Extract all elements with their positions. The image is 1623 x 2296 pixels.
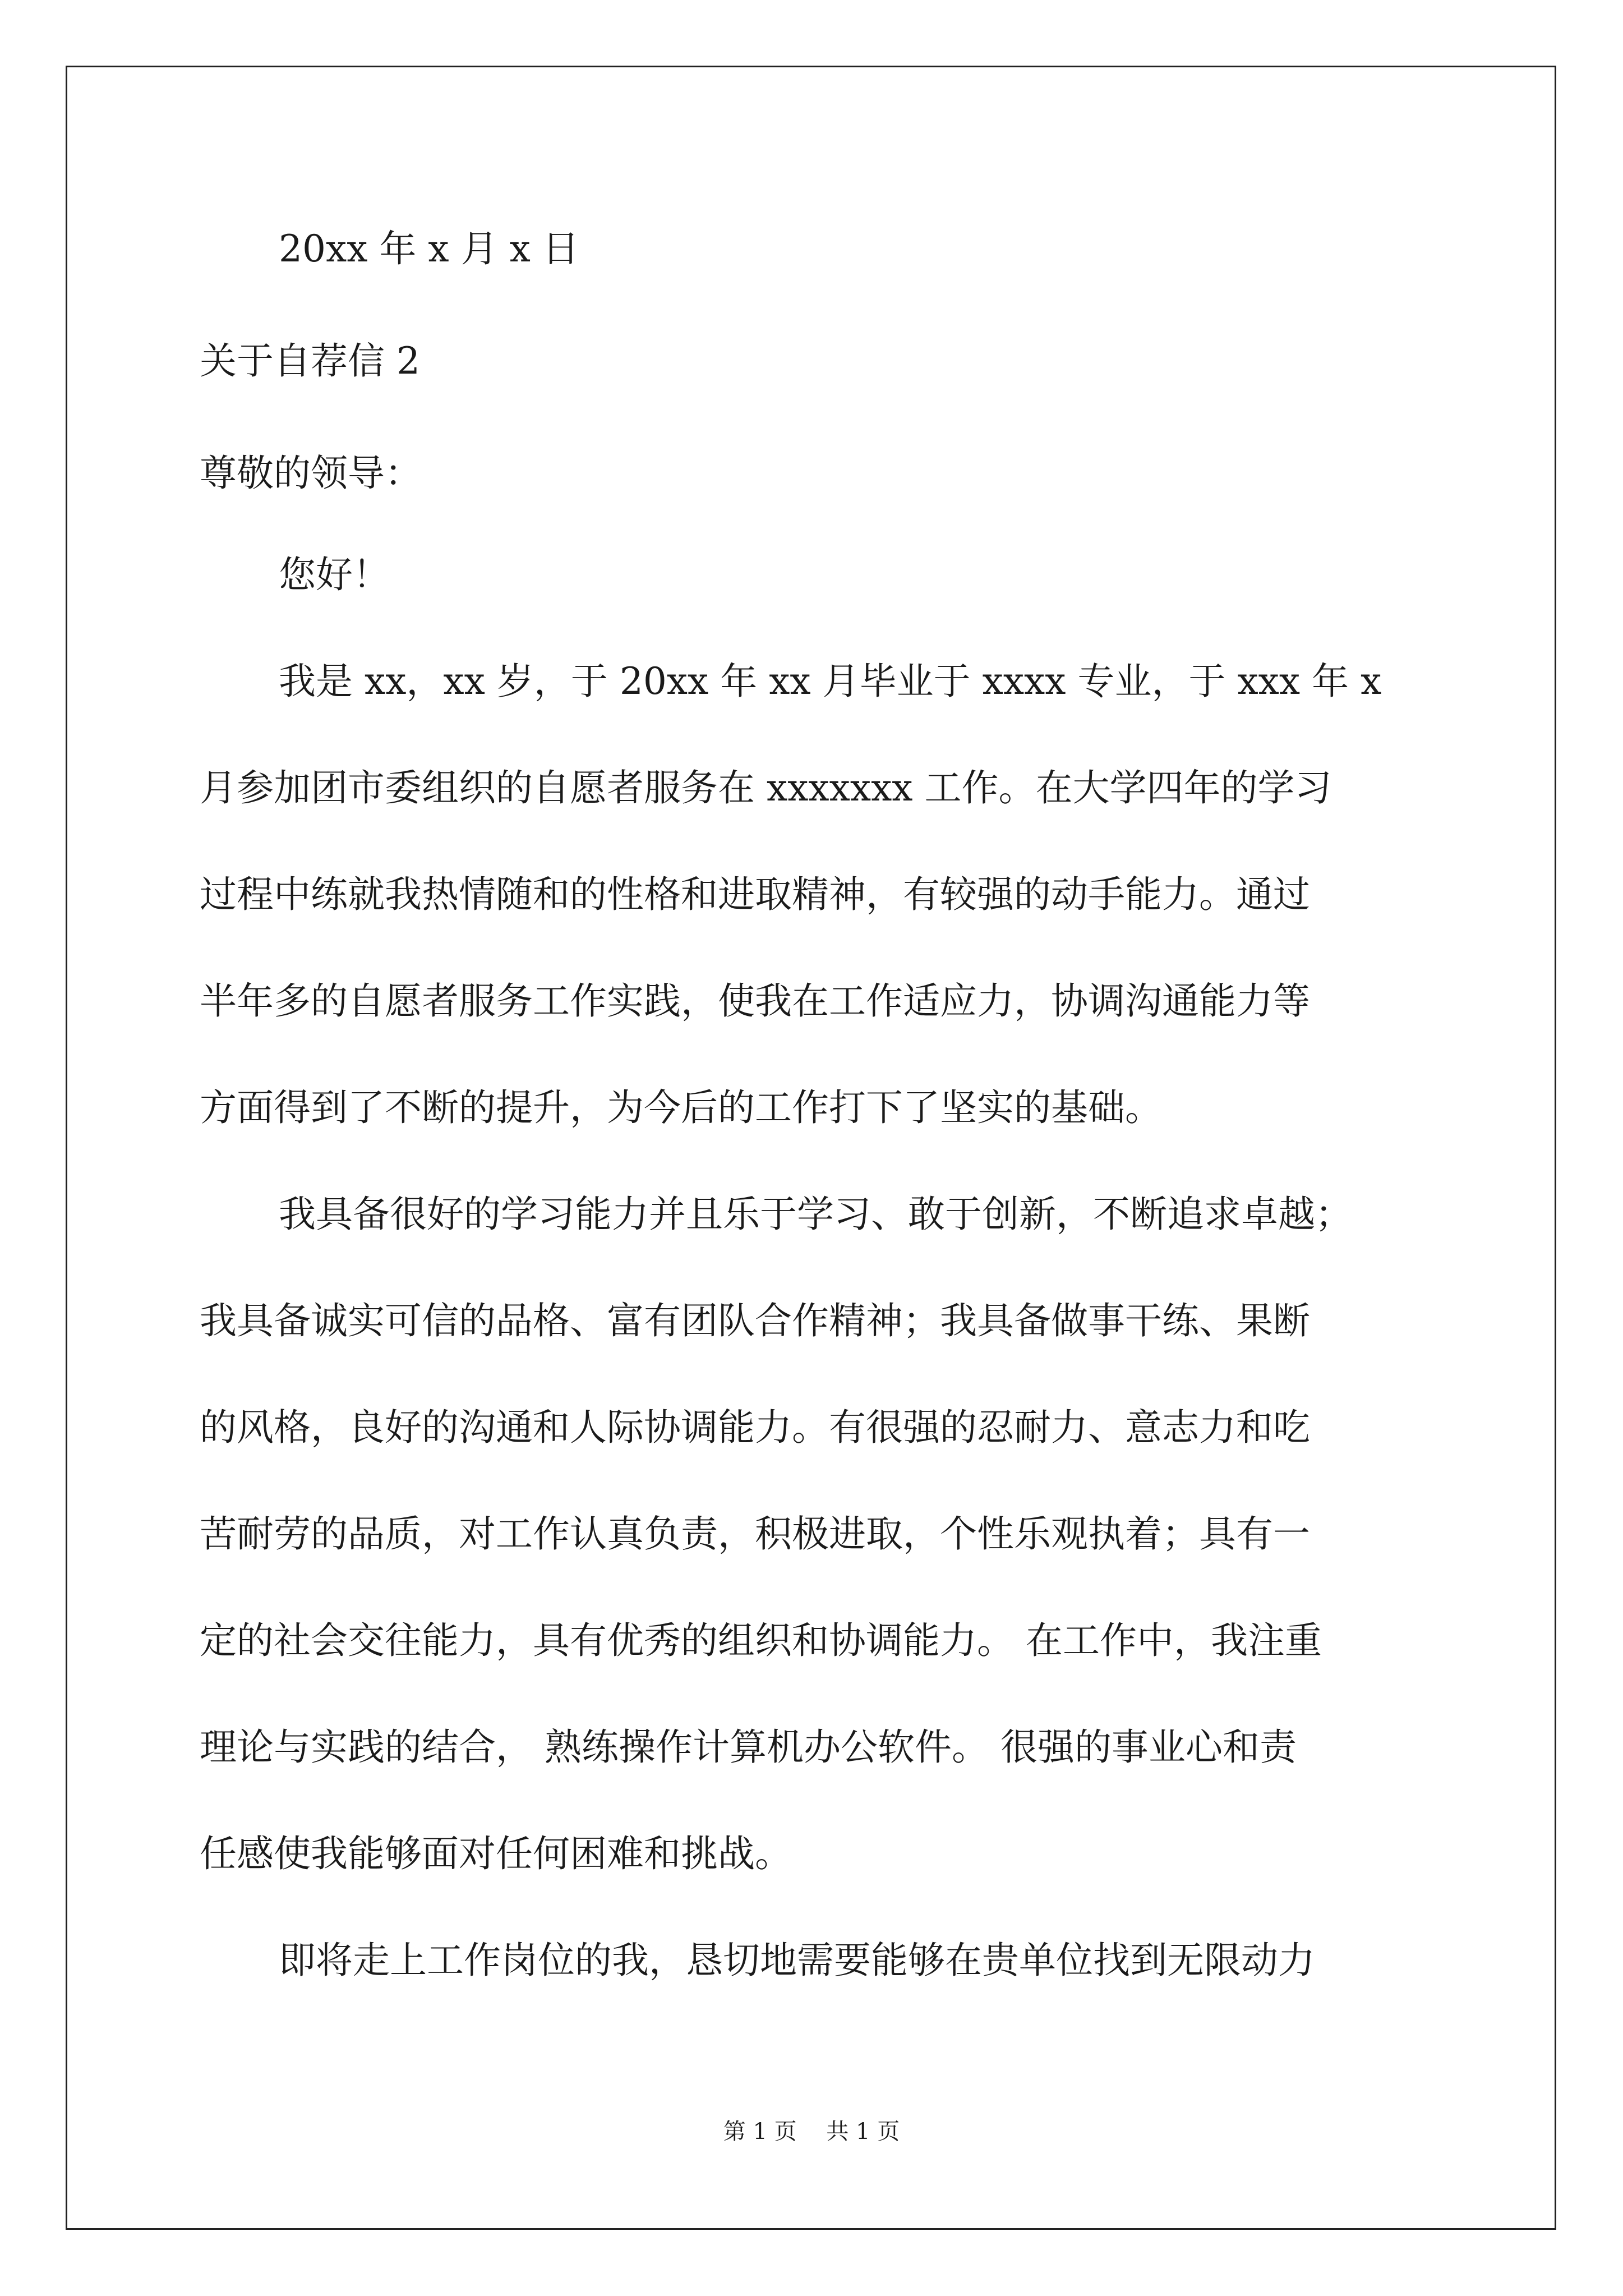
paragraph1-line: 我是 xx，xx 岁，于 20xx 年 xx 月毕业于 xxxx 专业，于 xxx 年 x [279, 660, 1382, 703]
paragraph2-line: 我具备很好的学习能力并且乐于学习、敢于创新，不断追求卓越； [279, 1193, 1352, 1236]
paragraph2-line: 任感使我能够面对任何困难和挑战。 [200, 1832, 792, 1875]
paragraph1-line: 半年多的自愿者服务工作实践，使我在工作适应力，协调沟通能力等 [200, 979, 1310, 1023]
paragraph2-line: 我具备诚实可信的品格、富有团队合作精神；我具备做事干练、果断 [200, 1299, 1310, 1342]
date-line: 20xx 年 x 月 x 日 [279, 227, 579, 270]
page-number-footer: 第 1 页 共 1 页 [723, 2119, 900, 2145]
paragraph1-line: 过程中练就我热情随和的性格和进取精神，有较强的动手能力。通过 [200, 873, 1310, 916]
paragraph1-line: 月参加团市委组织的自愿者服务在 xxxxxxx 工作。在大学四年的学习 [200, 766, 1332, 809]
paragraph2-line: 定的社会交往能力，具有优秀的组织和协调能力。 在工作中，我注重 [200, 1619, 1322, 1662]
paragraph2-line: 理论与实践的结合， 熟练操作计算机办公软件。 很强的事业心和责 [200, 1726, 1297, 1769]
paragraph1-line: 方面得到了不断的提升，为今后的工作打下了坚实的基础。 [200, 1086, 1162, 1129]
page-border [66, 66, 1556, 2230]
salutation: 尊敬的领导： [200, 452, 422, 495]
paragraph3-line: 即将走上工作岗位的我，恳切地需要能够在贵单位找到无限动力 [279, 1939, 1315, 1982]
greeting: 您好！ [279, 553, 390, 596]
paragraph2-line: 的风格，良好的沟通和人际协调能力。有很强的忍耐力、意志力和吃 [200, 1406, 1310, 1449]
paragraph2-line: 苦耐劳的品质，对工作认真负责，积极进取，个性乐观执着；具有一 [200, 1512, 1310, 1556]
letter-title: 关于自荐信 2 [200, 339, 420, 383]
